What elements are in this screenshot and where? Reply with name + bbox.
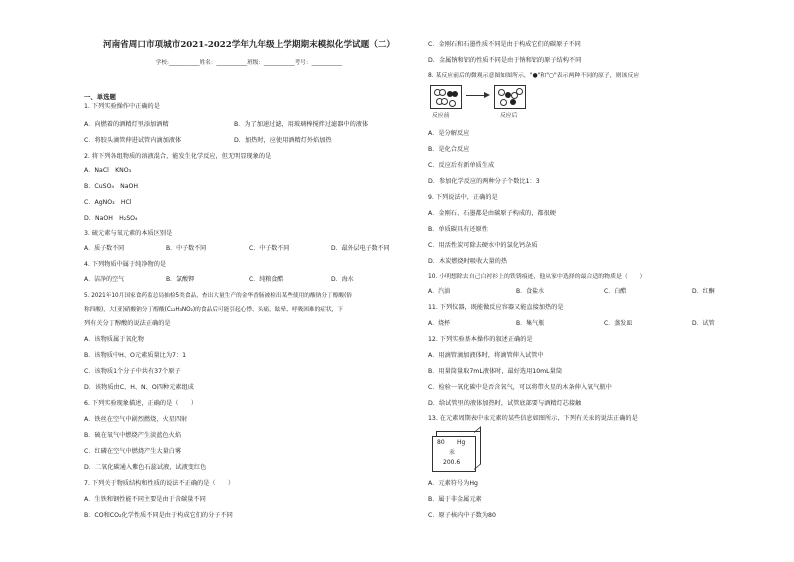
question-5-line-1: 5. 2021年10月国家食药监总局抽检5类食品，查出大量生产的金华香肠被检出某些使用的酸钠分丁醇酸(俗 xyxy=(84,293,352,299)
q2-option-c: C．AgNO₃ HCl xyxy=(84,199,132,206)
q1-option-d: D．加热时，应使用酒精灯外焰加热 xyxy=(234,137,332,144)
q8-option-d: D．参加化学反应的两种分子个数比1：3 xyxy=(428,178,540,185)
atomic-mass: 200.6 xyxy=(443,459,461,466)
q13-option-a: A．元素符号为Hg xyxy=(428,480,478,487)
q4-option-d: D．海水 xyxy=(331,276,354,283)
white-atom xyxy=(516,88,523,95)
section-heading: 一、单选题 xyxy=(84,93,116,101)
question-4: 4. 下列物质中属于纯净物的是 xyxy=(84,261,167,268)
q2-option-b: B．CuSO₄ NaOH xyxy=(84,183,139,190)
student-info-line: 学校:___________姓名：___________班级：___________考号：___________ xyxy=(155,60,343,66)
q4-option-a: A．洁净的空气 xyxy=(84,276,125,283)
white-atom xyxy=(449,100,456,107)
q7-option-c: C．金刚石和石墨性质不同是由于构成它们的碳原子不同 xyxy=(428,41,581,48)
question-5-line-2: 称四酸)，大(亚)硝酸钠分丁醇酸(C₁₂H₃NO₂)的食品后可能引起心悸、头痛、眩晕、呼吸困难的症状，下 xyxy=(84,307,344,313)
atomic-number: 80 xyxy=(437,439,445,446)
after-label: 反应后 xyxy=(500,113,518,119)
q10-option-d: D．红酮 xyxy=(692,288,715,295)
q5-option-a: A．该物质属于氧化物 xyxy=(84,336,144,343)
q9-option-b: B．单质碳具有还原性 xyxy=(428,226,488,233)
q12-option-c: C．检验一氧化碳中是否含氧气，可以将带火星的木条伸入氧气瓶中 xyxy=(428,384,612,391)
before-label: 反应前 xyxy=(432,113,450,119)
q2-option-d: D．NaOH H₂SO₄ xyxy=(84,215,138,222)
white-atom xyxy=(441,98,448,105)
q3-option-c: C．中子数不同 xyxy=(249,245,290,252)
white-atom xyxy=(498,89,505,96)
reaction-diagram xyxy=(430,85,540,125)
element-name: 汞 xyxy=(449,449,456,456)
q7-option-d: D．金属钠和铝的性质不同是由于钠和铝的原子结构不同 xyxy=(428,57,582,64)
q10-option-b: B．食盐水 xyxy=(516,288,545,295)
q3-option-b: B．中子数不同 xyxy=(166,245,207,252)
question-6: 6. 下列实验现象描述，正确的是（ ） xyxy=(84,400,198,407)
q3-option-a: A．质子数不同 xyxy=(84,245,125,252)
question-12: 12. 下列实验基本操作的叙述正确的是 xyxy=(428,336,533,343)
after-box xyxy=(494,85,526,109)
white-atom xyxy=(500,99,507,106)
q11-option-c: C．蒸发皿 xyxy=(604,320,633,327)
q6-option-a: A．铁丝在空气中剧烈燃烧，火星四射 xyxy=(84,416,188,423)
question-2: 2. 将下列各组物质的溶液混合，能发生化学反应，但无明显现象的是 xyxy=(84,153,272,160)
q7-option-b: B．CO和CO₂化学性质不同是由于构成它们的分子不同 xyxy=(84,512,233,519)
question-5-line-3: 列有关分丁醇酸的说法正确的是 xyxy=(84,320,171,327)
q4-option-b: B．氯酸钾 xyxy=(166,276,195,283)
q5-option-d: D．该物质由C、H、N、O四种元素组成 xyxy=(84,384,194,391)
question-8: 8. 某反应前后的微观示意图如图所示，"●"和"○"表示两种不同的原子，则该反应 xyxy=(428,73,640,79)
element-card-mercury xyxy=(432,436,476,472)
black-atom xyxy=(452,91,458,97)
q8-option-b: B．是化合反应 xyxy=(428,146,470,153)
question-9: 9. 下列说法中，正确的是 xyxy=(428,194,498,201)
question-1: 1. 下列实验操作中正确的是 xyxy=(84,103,160,110)
q9-option-d: D．木炭燃烧时吸收大量的热 xyxy=(428,258,508,265)
arrow-line xyxy=(466,95,486,96)
q11-option-d: D．试管 xyxy=(692,320,715,327)
q8-option-a: A．是分解反应 xyxy=(428,130,470,137)
element-symbol: Hg xyxy=(457,439,466,446)
q11-option-b: B．集气瓶 xyxy=(516,320,545,327)
q12-option-a: A．用滴管滴加液体时，将滴管伸入试管中 xyxy=(428,352,544,359)
q6-option-d: D．二氧化碳通入紫色石蕊试液，试液变红色 xyxy=(84,464,207,471)
q1-option-c: C．将胶头滴管伸进试管内滴加液体 xyxy=(84,137,182,144)
q5-option-b: B．该物质中H、O元素质量比为7：1 xyxy=(84,352,187,359)
q11-option-a: A．烧杯 xyxy=(428,320,451,327)
question-7: 7. 下列关于物质结构和性质的说法不正确的是（ ） xyxy=(84,480,235,487)
q7-option-a: A．生铁和钢性能不同主要是由于含碳量不同 xyxy=(84,496,206,503)
q8-option-c: C．反应后有新单质生成 xyxy=(428,162,495,169)
before-box xyxy=(430,85,462,109)
question-11: 11. 下列仪器，既能做反应容器又能直接加热的是 xyxy=(428,304,564,311)
q3-option-d: D．最外层电子数不同 xyxy=(331,245,390,252)
q10-option-a: A．汽油 xyxy=(428,288,451,295)
white-atom xyxy=(439,89,446,96)
question-13: 13. 在元素周期表中汞元素的某些信息如图所示，下列有关汞的说法正确的是 xyxy=(428,415,638,422)
question-10: 10. 小明想除去自己白衬衫上的铁锈痕迹，他从家中选择的最合适的物质是（ ） xyxy=(428,274,646,280)
q13-option-c: C．原子核内中子数为80 xyxy=(428,512,496,519)
q12-option-b: B．用量筒量取7mL液体时，最好选用10mL量筒 xyxy=(428,368,563,375)
q1-option-a: A．向燃着的酒精灯里添加酒精 xyxy=(84,121,169,128)
q9-option-c: C．用活性炭可除去硬水中的氯化钙杂质 xyxy=(428,242,538,249)
q2-option-a: A．NaCl KNO₃ xyxy=(84,167,132,174)
exam-title: 河南省周口市项城市2021-2022学年九年级上学期期末模拟化学试题（二） xyxy=(102,40,396,50)
q10-option-c: C．白醋 xyxy=(604,288,627,295)
q13-option-b: B．属于非金属元素 xyxy=(428,496,482,503)
black-atom xyxy=(510,99,516,105)
q1-option-b: B．为了加速过滤，用玻璃棒搅拌过滤器中的液体 xyxy=(234,121,369,128)
element-card-top-edge xyxy=(436,431,480,436)
arrow-head-icon xyxy=(484,92,490,98)
q12-option-d: D．给试管里的液体加热时，试管底部要与酒精灯芯接触 xyxy=(428,400,582,407)
q4-option-c: C．纯粮食醋 xyxy=(249,276,284,283)
q6-option-c: C．红磷在空气中燃烧产生大量白雾 xyxy=(84,448,182,455)
question-3: 3. 硫元素与氧元素的本质区别是 xyxy=(84,230,173,237)
q9-option-a: A．金刚石、石墨都是由碳原子构成的，都很硬 xyxy=(428,210,556,217)
q5-option-c: C．该物质1个分子中共有37个原子 xyxy=(84,368,181,375)
q6-option-b: B．硫在氧气中燃烧产生淡蓝色火焰 xyxy=(84,432,182,439)
